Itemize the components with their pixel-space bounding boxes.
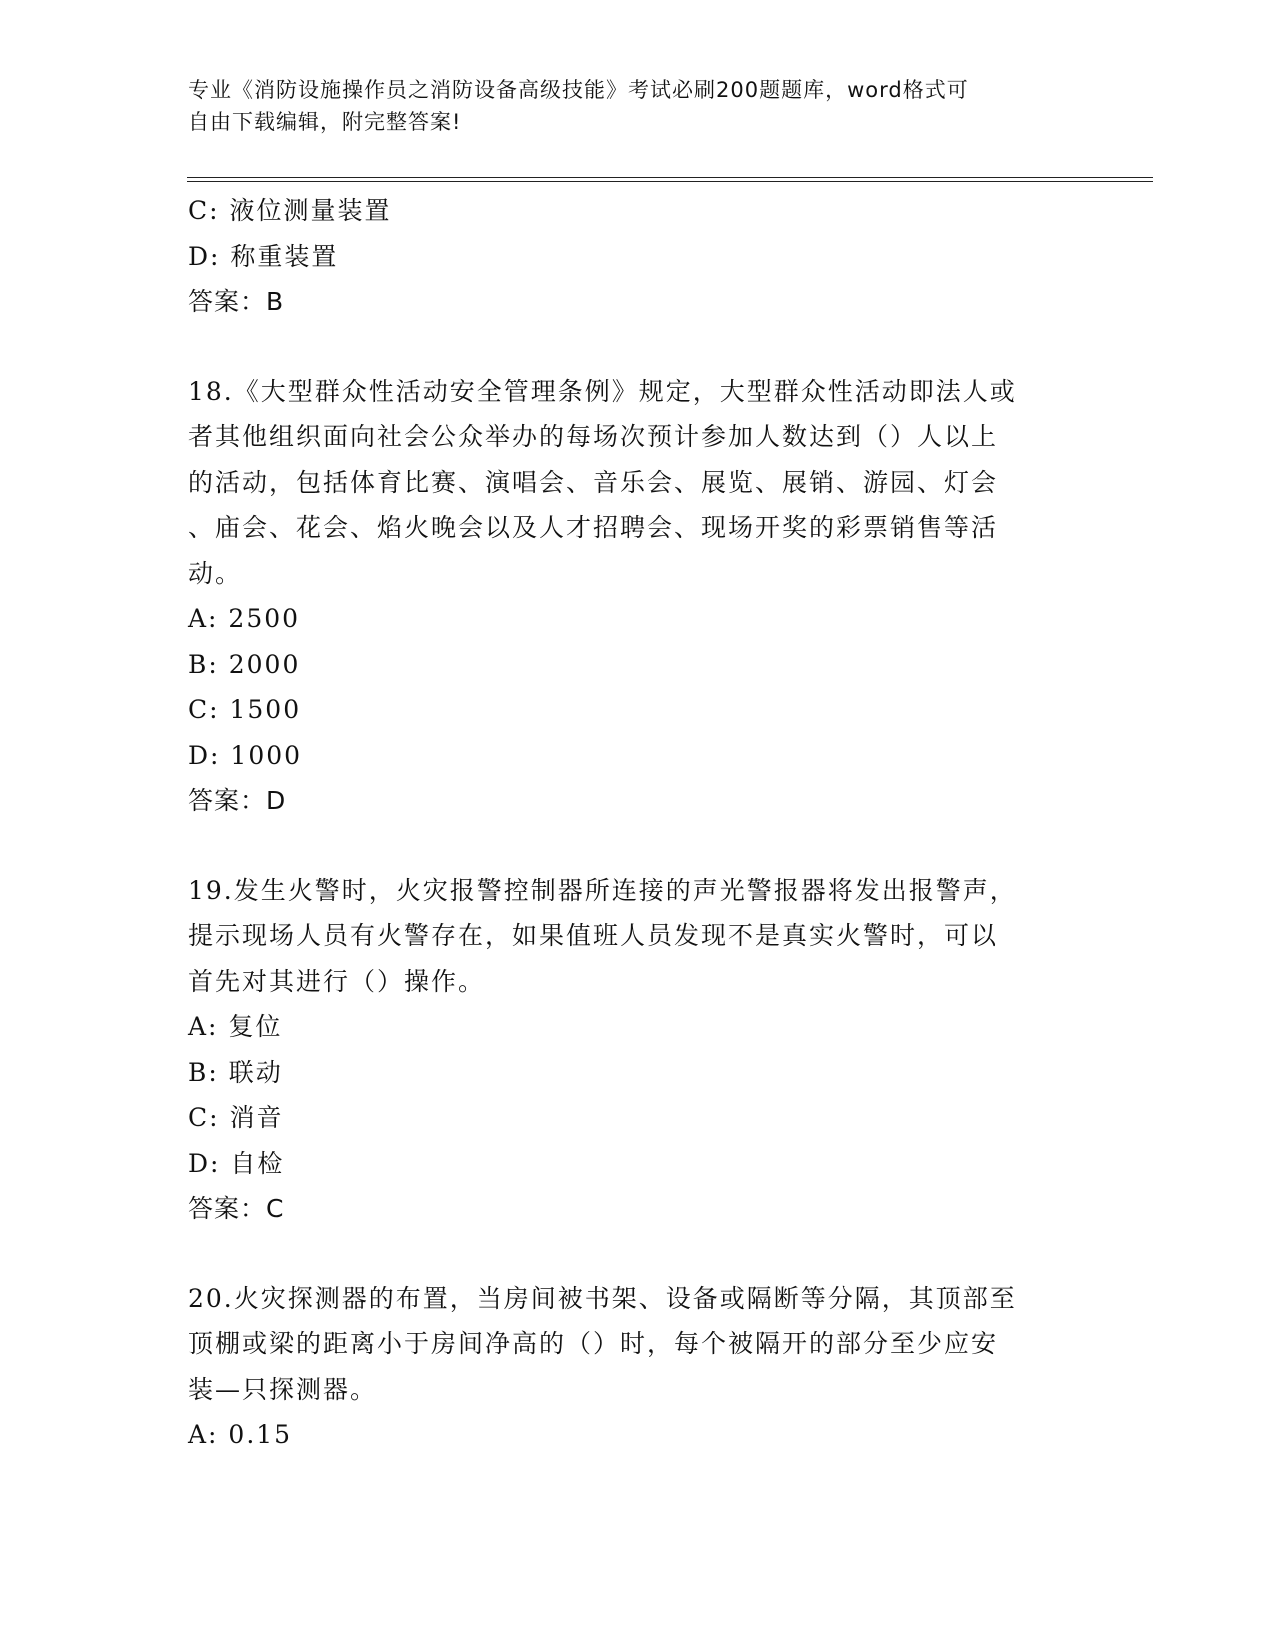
question-spacer: [188, 325, 1088, 369]
question-spacer: [188, 824, 1088, 868]
option-d: D: 自检: [188, 1148, 285, 1178]
option-c: C: 液位测量装置: [188, 196, 392, 225]
question-text-line: 装—只探测器。: [188, 1374, 378, 1404]
question-text-line: 20.火灾探测器的布置，当房间被书架、设备或隔断等分隔，其顶部至: [188, 1283, 1017, 1313]
page-header: [188, 74, 1068, 138]
question-18: [188, 369, 1088, 824]
question-text-line: 的活动，包括体育比赛、演唱会、音乐会、展览、展销、游园、灯会: [188, 467, 999, 497]
option-c: C: 消音: [188, 1103, 284, 1132]
continued-question: [188, 188, 1088, 325]
question-20: [188, 1276, 1088, 1458]
option-d: D: 称重装置: [188, 241, 339, 271]
header-title-line-1: 专业《消防设施操作员之消防设备高级技能》考试必刷200题题库，word格式可: [188, 78, 969, 102]
question-text-line: 提示现场人员有火警存在，如果值班人员发现不是真实火警时，可以: [188, 921, 999, 950]
answer-label: 答案：D: [188, 786, 287, 815]
answer-label: 答案：C: [188, 1194, 285, 1223]
option-b: B: 联动: [188, 1057, 283, 1087]
question-spacer: [188, 1232, 1088, 1276]
option-a: A: 2500: [188, 604, 301, 633]
question-text-line: 动。: [188, 558, 243, 588]
option-d: D: 1000: [188, 740, 303, 770]
question-list: [188, 188, 1088, 1458]
header-divider: [187, 177, 1153, 182]
question-text-line: 18.《大型群众性活动安全管理条例》规定，大型群众性活动即法人或: [188, 376, 1017, 406]
option-b: B: 2000: [188, 649, 301, 679]
question-text-line: 者其他组织面向社会公众举办的每场次预计参加人数达到（）人以上: [188, 422, 999, 451]
answer-label: 答案：B: [188, 287, 285, 316]
question-text-line: 首先对其进行（）操作。: [188, 966, 486, 996]
question-text-line: 顶棚或梁的距离小于房间净高的（）时，每个被隔开的部分至少应安: [188, 1329, 999, 1358]
option-c: C: 1500: [188, 695, 302, 724]
header-title-line-2: 自由下载编辑，附完整答案!: [188, 110, 462, 134]
question-text-line: 19.发生火警时，火灾报警控制器所连接的声光警报器将发出报警声，: [188, 875, 1017, 905]
option-a: A: 0.15: [188, 1420, 293, 1449]
option-a: A: 复位: [188, 1012, 283, 1041]
question-text-line: 、庙会、花会、焰火晚会以及人才招聘会、现场开奖的彩票销售等活: [188, 513, 999, 542]
question-19: [188, 868, 1088, 1232]
